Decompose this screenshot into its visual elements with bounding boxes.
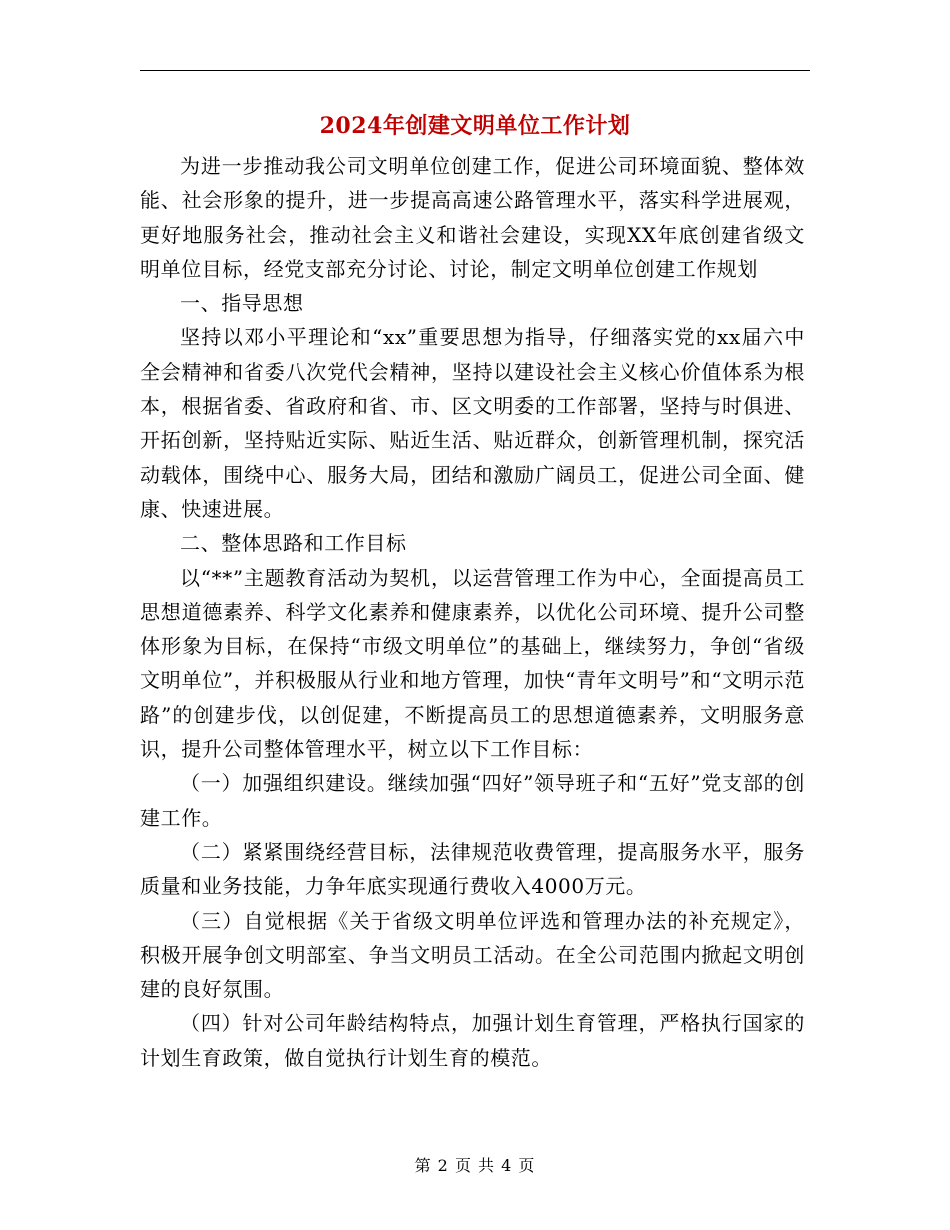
document-body xyxy=(140,149,805,1075)
goal-item-3: （三）自觉根据《关于省级文明单位评选和管理办法的补充规定》，积极开展争创文明部室、争当文明员工活动。在全公司范围内掀起文明创建的良好氛围。 xyxy=(140,908,805,1002)
section-heading-overall-approach: 二、整体思路和工作目标 xyxy=(180,531,407,556)
goal-item-2: （二）紧紧围绕经营目标，法律规范收费管理，提高服务水平，服务质量和业务技能，力争年底实现通行费收入4000万元。 xyxy=(140,839,805,899)
document-title: 2024年创建文明单位工作计划 xyxy=(319,113,631,139)
guiding-ideology-paragraph: 坚持以邓小平理论和“xx”重要思想为指导，仔细落实党的xx届六中全会精神和省委八次党代会精神，坚持以建设社会主义核心价值体系为根本，根据省委、省政府和省、市、区文明委的工作部署，坚持与时俱进、开拓创新，坚持贴近实际、贴近生活、贴近群众，创新管理机制，探究活动载体，围绕中心、服务大局，团结和激励广阔员工，促进公司全面、健康、快速进展。 xyxy=(140,325,805,521)
overall-approach-paragraph: 以“**”主题教育活动为契机，以运营管理工作为中心，全面提高员工思想道德素养、科学文化素养和健康素养，以优化公司环境、提升公司整体形象为目标，在保持“市级文明单位”的基础上，继续努力，争创“省级文明单位”，并积极服从行业和地方管理，加快“青年文明号”和“文明示范路”的创建步伐，以创促建，不断提高员工的思想道德素养，文明服务意识，提升公司整体管理水平，树立以下工作目标： xyxy=(140,565,805,762)
header-rule xyxy=(140,70,810,71)
goal-item-4: （四）针对公司年龄结构特点，加强计划生育管理，严格执行国家的计划生育政策，做自觉执行计划生育的模范。 xyxy=(140,1011,805,1070)
section-heading-guiding-ideology: 一、指导思想 xyxy=(180,291,304,316)
page-number: 第 2 页 共 4 页 xyxy=(414,1156,536,1175)
intro-paragraph: 为进一步推动我公司文明单位创建工作，促进公司环境面貌、整体效能、社会形象的提升，进一步提高高速公路管理水平，落实科学进展观，更好地服务社会，推动社会主义和谐社会建设，实现XX年底创建省级文明单位目标，经党支部充分讨论、讨论，制定文明单位创建工作规划 xyxy=(140,154,805,281)
goal-item-1: （一）加强组织建设。继续加强“四好”领导班子和“五好”党支部的创建工作。 xyxy=(140,771,805,830)
